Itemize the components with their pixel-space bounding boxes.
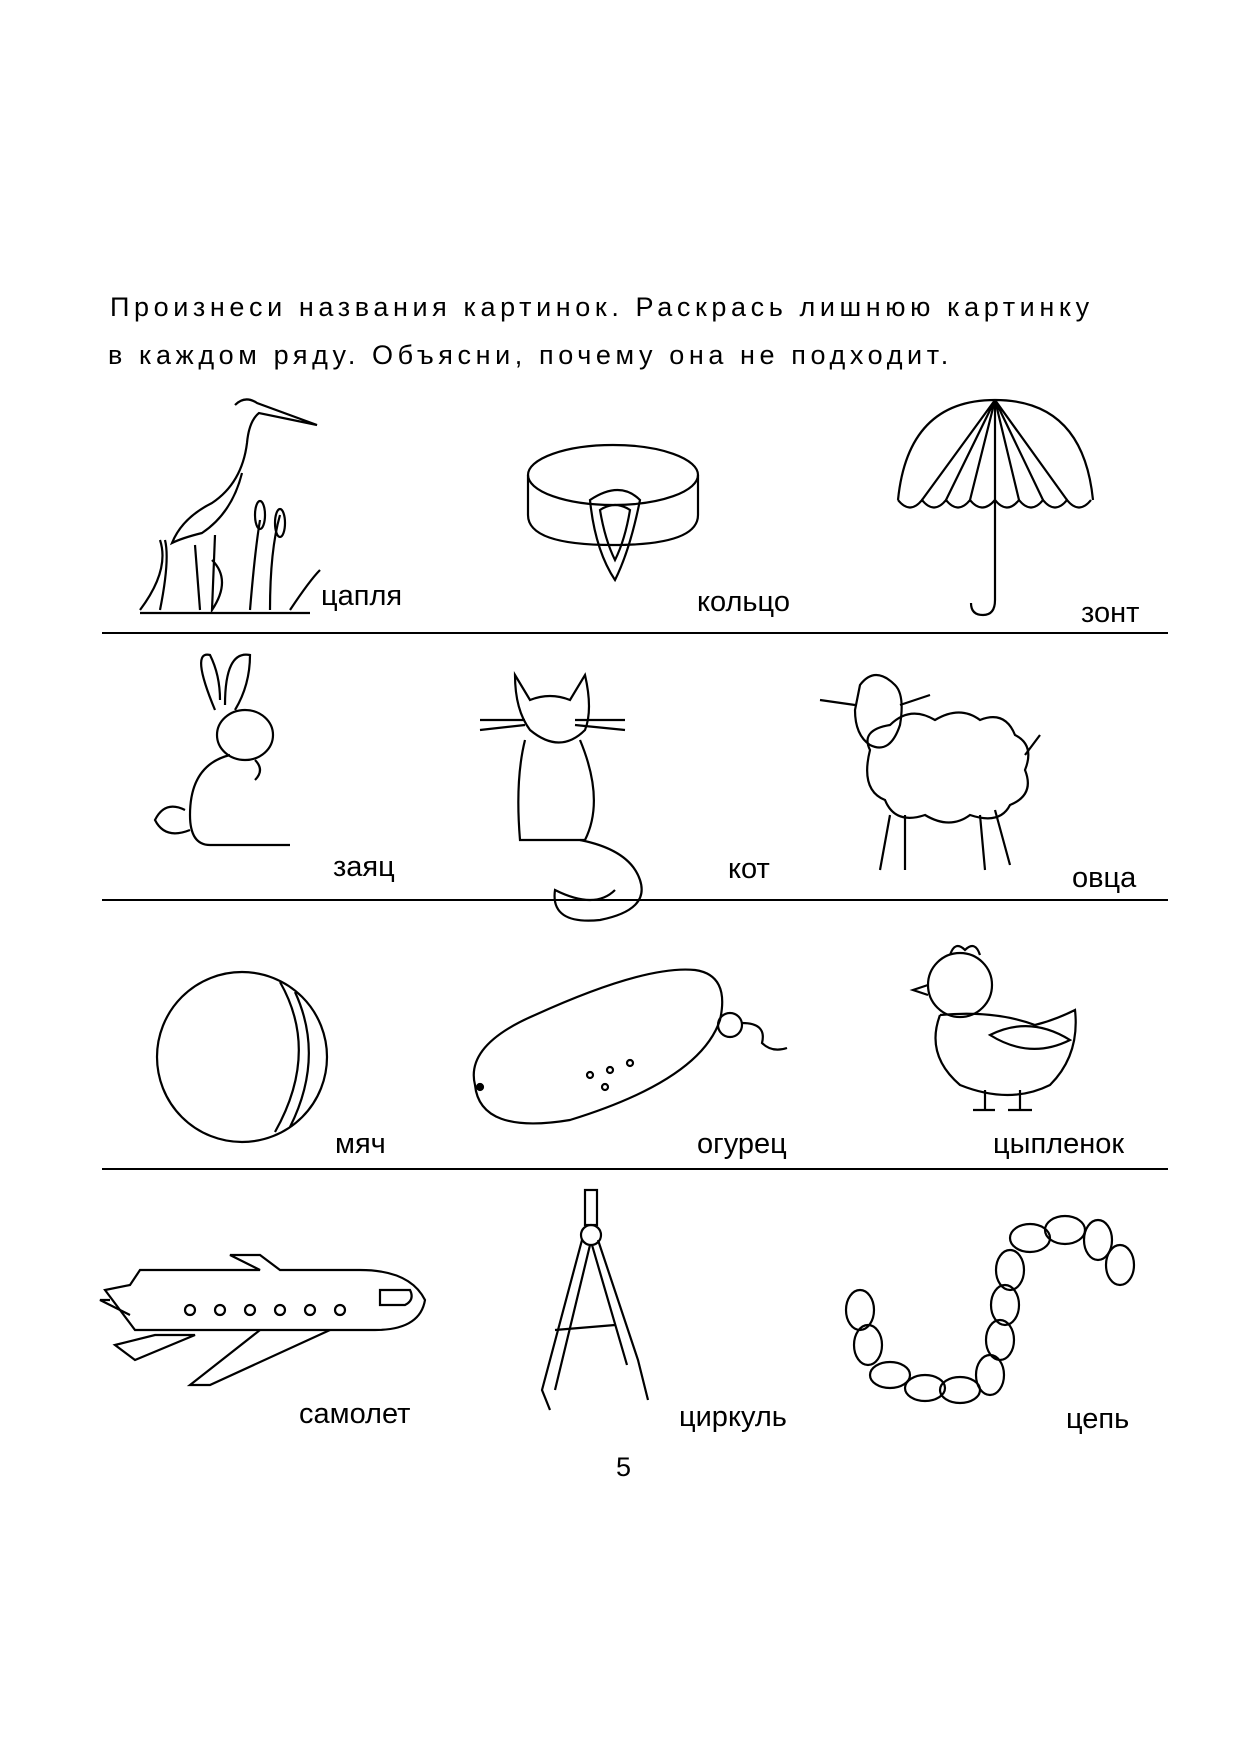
compass-icon [530,1190,655,1415]
instruction-line-2: в каждом ряду. Объясни, почему она не подходит. [108,340,953,370]
ring-icon [525,440,700,585]
label-chain: цепь [1066,1403,1130,1435]
row-divider [102,632,1168,634]
hare-icon [145,650,290,850]
label-umbrella: зонт [1081,597,1140,629]
ball-icon [155,970,330,1145]
label-airplane: самолет [299,1398,411,1430]
instruction-line-1: Произнеси названия картинок. Раскрась лишнюю картинку [110,292,1094,322]
cat-icon [480,670,705,935]
label-compass: циркуль [679,1401,787,1433]
label-sheep: овца [1072,862,1137,894]
chick-icon [910,930,1085,1120]
label-heron: цапля [321,580,403,612]
label-hare: заяц [333,851,395,883]
heron-icon [140,375,320,620]
umbrella-icon [893,400,1098,620]
label-ring: кольцо [697,586,790,618]
page-number: 5 [616,1452,632,1482]
label-cat: кот [728,853,770,885]
label-cucumber: огурец [697,1128,787,1160]
label-ball: мяч [335,1128,386,1160]
sheep-icon [820,665,1050,885]
row-divider [102,899,1168,901]
airplane-icon [100,1255,430,1390]
label-chick: цыпленок [993,1128,1125,1160]
cucumber-icon [470,965,790,1130]
chain-icon [840,1210,1140,1410]
row-divider [102,1168,1168,1170]
